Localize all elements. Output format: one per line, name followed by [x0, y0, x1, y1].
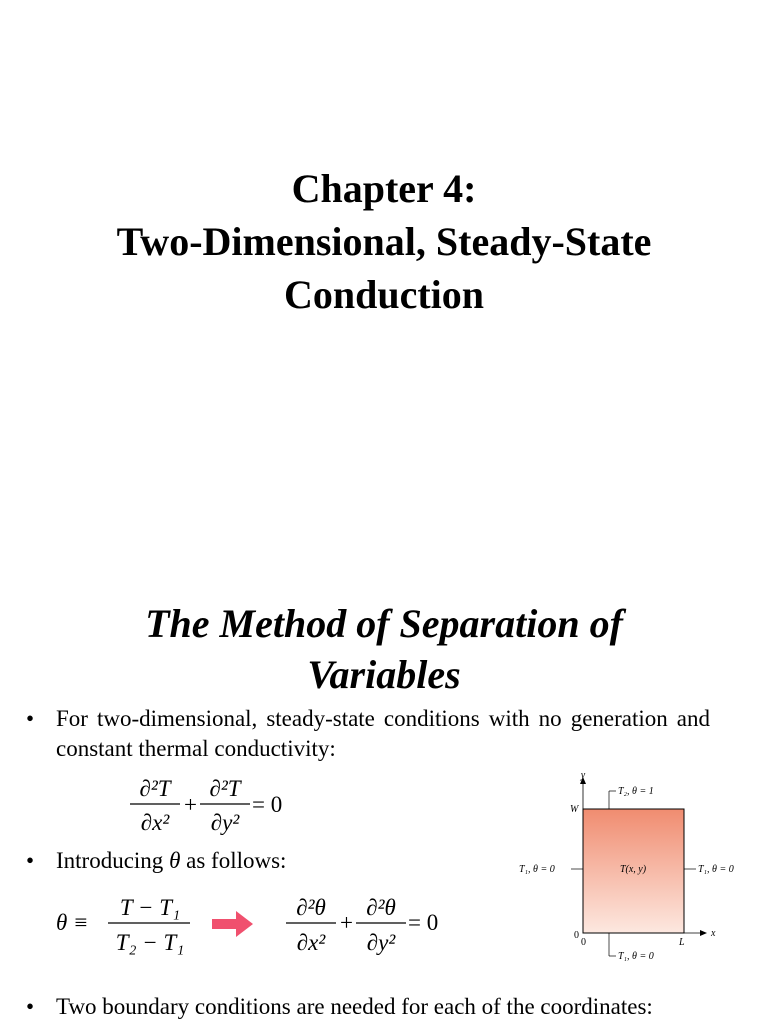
theta-symbol: θ — [169, 848, 181, 873]
right-boundary-label: T₁, θ = 0 — [698, 864, 734, 875]
eq-numerator: T − T₁ — [119, 895, 181, 920]
bullet-text-part: Introducing — [56, 848, 170, 873]
bullet-symbol: • — [26, 994, 35, 1019]
bottom-boundary-label: T₁, θ = 0 — [618, 951, 654, 962]
chapter-title-line: Two-Dimensional, Steady-State — [116, 219, 652, 264]
section-title-line: Variables — [307, 652, 461, 697]
right-arrow-icon — [212, 910, 254, 938]
eq-numerator: ∂²T — [209, 776, 241, 801]
eq-plus: + — [340, 910, 353, 935]
theta-definition — [56, 888, 206, 963]
left-boundary-label: T₁, θ = 0 — [519, 864, 555, 875]
eq-denominator: ∂x² — [296, 930, 326, 955]
eq-plus: + — [184, 792, 197, 817]
top-boundary-label: T₂, θ = 1 — [618, 786, 654, 797]
w-label: W — [570, 804, 579, 815]
chapter-title-line: Conduction — [283, 272, 485, 317]
eq-denominator: ∂y² — [366, 930, 396, 955]
x-axis-label: x — [711, 928, 716, 939]
section-title-line: The Method of Separation of — [145, 601, 623, 646]
slide-title — [0, 162, 768, 321]
bullet-text: Two boundary conditions are needed for each of the coordinates: — [56, 994, 653, 1019]
center-label: T(x, y) — [619, 864, 647, 875]
bullet-text-part: as follows: — [180, 848, 287, 873]
chapter-number: Chapter 4: — [291, 166, 477, 211]
eq-denominator: ∂x² — [140, 810, 170, 835]
l-label: L — [679, 937, 685, 948]
theta-equation — [284, 888, 454, 963]
eq-rhs: = 0 — [252, 792, 283, 817]
bullet-symbol: • — [26, 848, 35, 873]
eq-numerator: ∂²θ — [366, 895, 396, 920]
section-title — [0, 598, 768, 700]
boundary-diagram — [512, 770, 762, 970]
eq-numerator: ∂²θ — [296, 895, 326, 920]
bullet-text: For two-dimensional, steady-state conditions with no generation and constant thermal conductivity: — [56, 706, 710, 761]
eq-rhs: = 0 — [408, 910, 439, 935]
eq-numerator: ∂²T — [139, 776, 171, 801]
bullet-text — [56, 846, 286, 876]
heat-equation — [122, 770, 292, 840]
y-axis-label: y — [580, 770, 586, 781]
origin-label: 0 — [581, 937, 586, 948]
eq-lhs: θ ≡ — [56, 910, 89, 935]
eq-denominator: ∂y² — [210, 810, 240, 835]
origin-label: 0 — [574, 930, 579, 941]
eq-denominator: T₂ − T₁ — [115, 930, 185, 955]
x-axis-arrow-icon — [700, 930, 707, 936]
bullet-symbol: • — [26, 706, 35, 731]
